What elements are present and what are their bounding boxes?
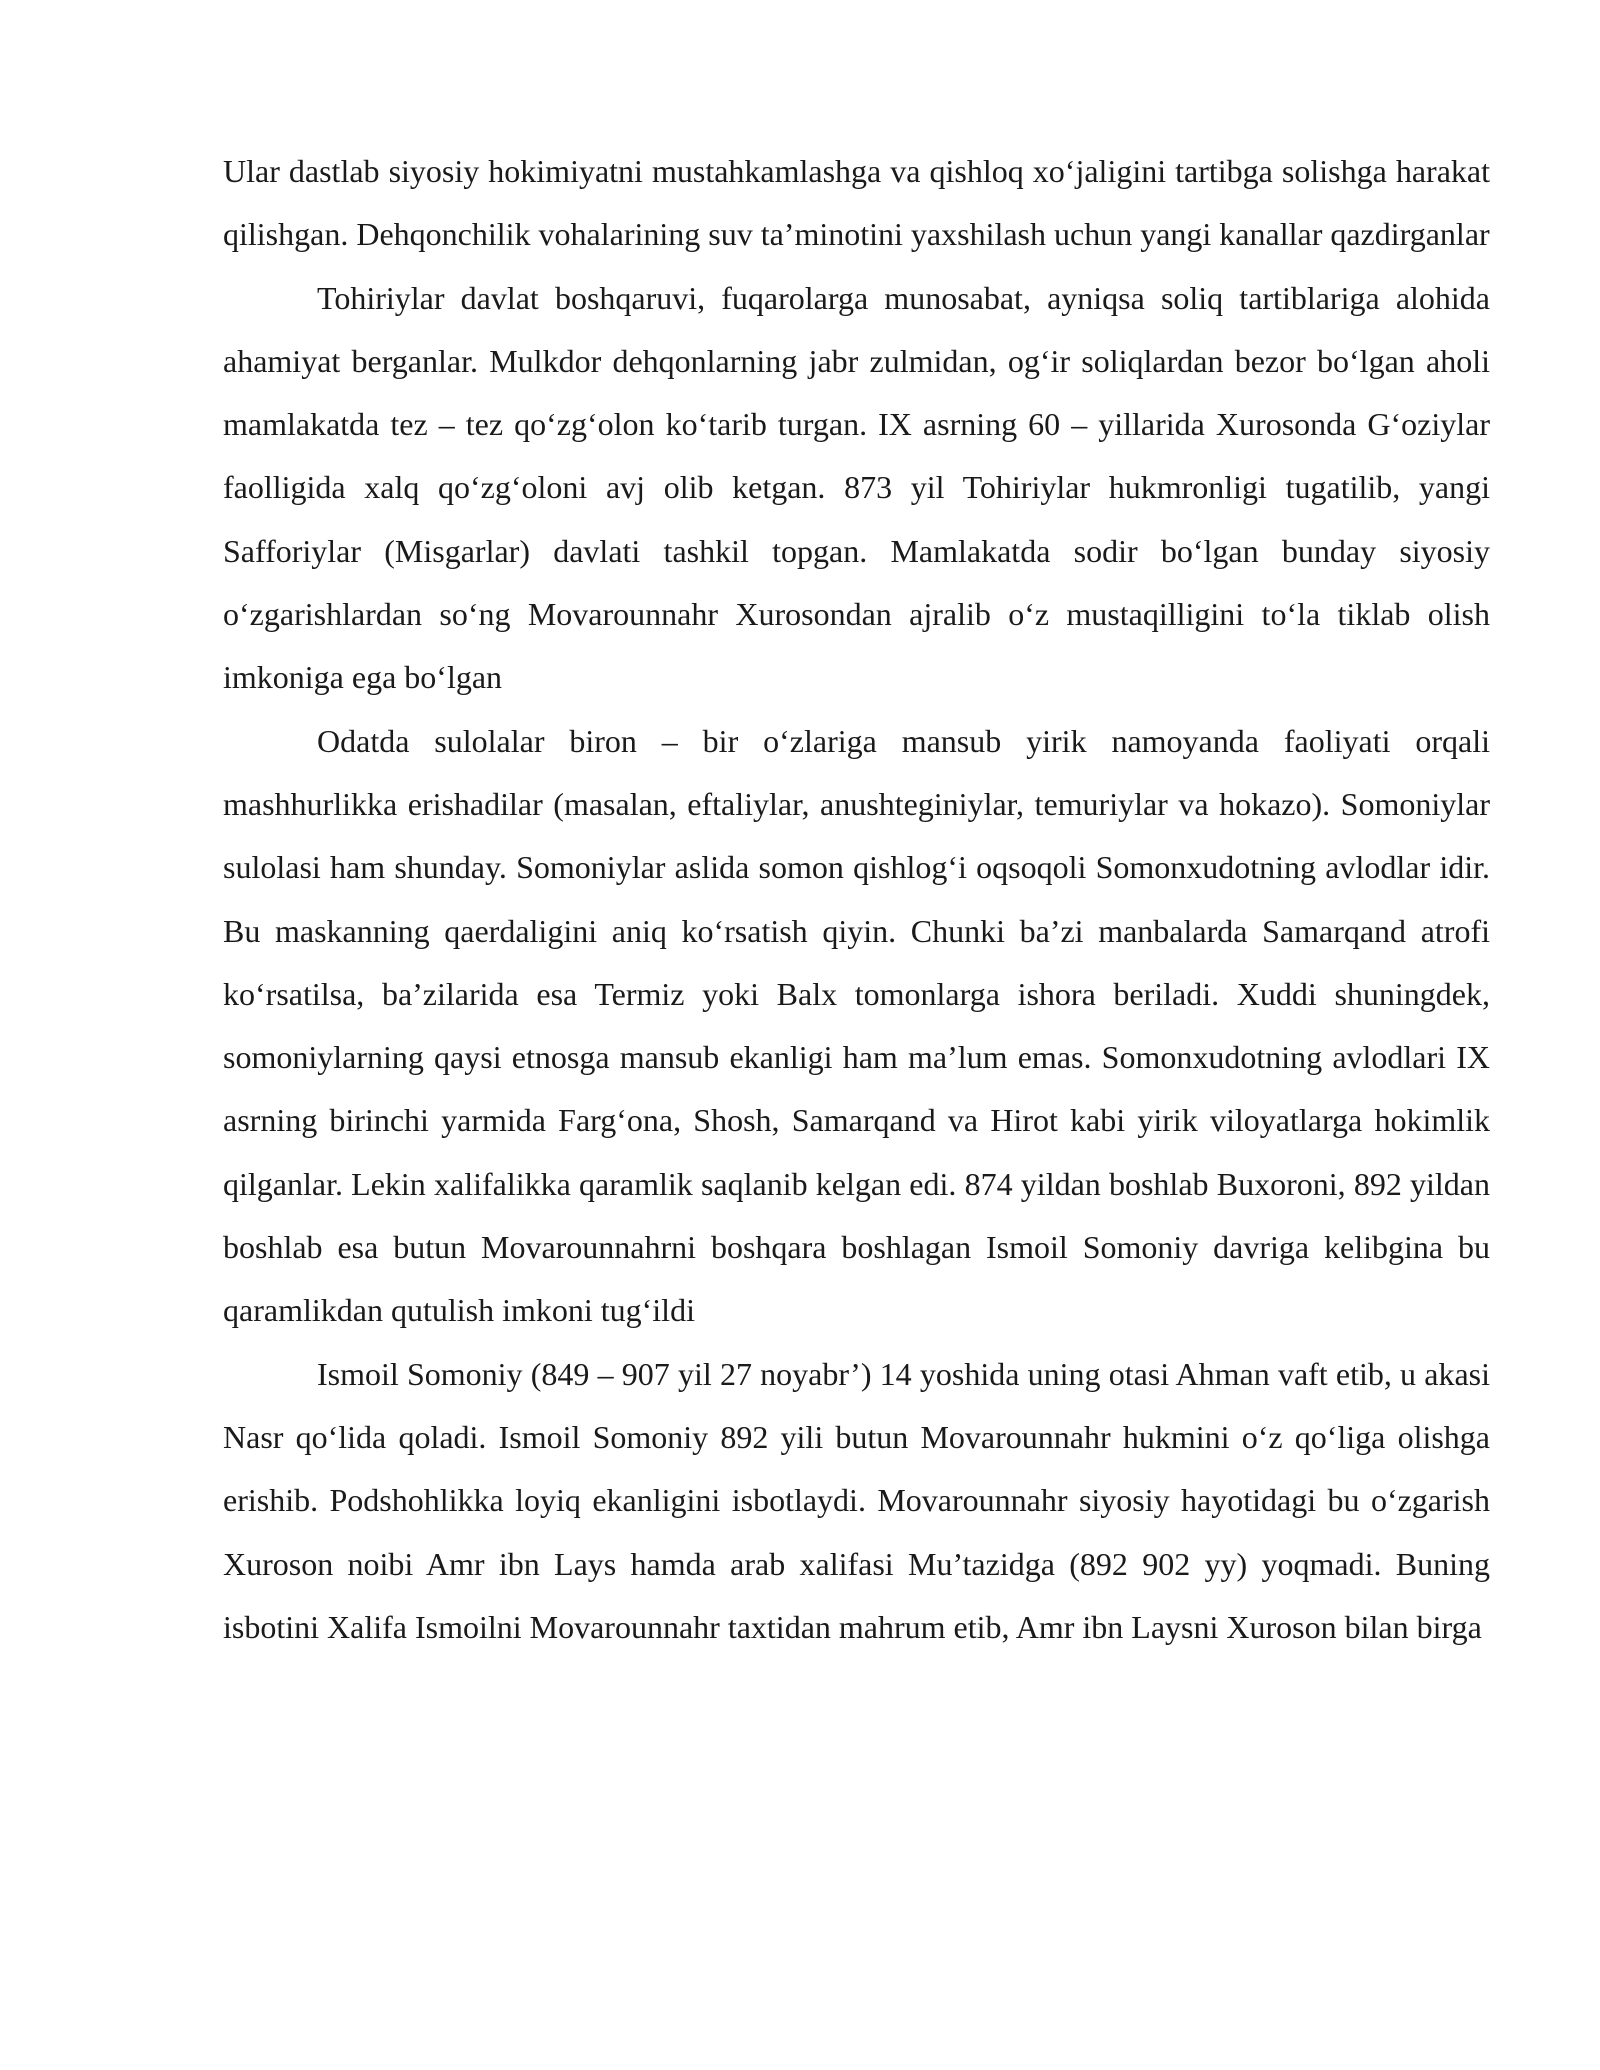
- paragraph-4: Ismoil Somoniy (849 – 907 yil 27 noyabr’) 14 yoshida uning otasi Ahman vaft etib, u akasi Nasr qo‘lida qoladi. Ismoil Somoniy 892 yili butun Movarounnahr hukmini o‘z qo‘liga olishga erishib. Podshohlikka loyiq ekanligini isbotlaydi. Movarounnahr siyosiy hayotidagi bu o‘zgarish Xuroson noibi Amr ibn Lays hamda arab xalifasi Mu’tazidga (892 902 yy) yoqmadi. Buning isbotini Xalifa Ismoilni Movarounnahr taxtidan mahrum etib, Amr ibn Laysni Xuroson bilan birga: [223, 1355, 1490, 1645]
- document-page: [223, 140, 1490, 1659]
- paragraph-1: Ular dastlab siyosiy hokimiyatni mustahkamlashga va qishloq xo‘jaligini tartibga solishga harakat qilishgan. Dehqonchilik vohalarining suv ta’minotini yaxshilash uchun yangi kanallar qazdirganlar: [223, 153, 1490, 253]
- paragraph-3: Odatda sulolalar biron – bir o‘zlariga mansub yirik namoyanda faoliyati orqali mashhurlikka erishadilar (masalan, eftaliylar, anushteginiylar, temuriylar va hokazo). Somoniylar sulolasi ham shunday. Somoniylar aslida somon qishlog‘i oqsoqoli Somonxudotning avlodlar idir. Bu maskanning qaerdaligini aniq ko‘rsatish qiyin. Chunki ba’zi manbalarda Samarqand atrofi ko‘rsatilsa, ba’zilarida esa Termiz yoki Balx tomonlarga ishora beriladi. Xuddi shuningdek, somoniylarning qaysi etnosga mansub ekanligi ham ma’lum emas. Somonxudotning avlodlari IX asrning birinchi yarmida Farg‘ona, Shosh, Samarqand va Hirot kabi yirik viloyatlarga hokimlik qilganlar. Lekin xalifalikka qaramlik saqlanib kelgan edi. 874 yildan boshlab Buxoroni, 892 yildan boshlab esa butun Movarounnahrni boshqara boshlagan Ismoil Somoniy davriga kelibgina bu qaramlikdan qutulish imkoni tug‘ildi: [223, 722, 1490, 1329]
- paragraph-2: Tohiriylar davlat boshqaruvi, fuqarolarga munosabat, ayniqsa soliq tartiblariga alohida ahamiyat berganlar. Mulkdor dehqonlarning jabr zulmidan, og‘ir soliqlardan bezor bo‘lgan aholi mamlakatda tez – tez qo‘zg‘olon ko‘tarib turgan. IX asrning 60 – yillarida Xurosonda G‘oziylar faolligida xalq qo‘zg‘oloni avj olib ketgan. 873 yil Tohiriylar hukmronligi tugatilib, yangi Safforiylar (Misgarlar) davlati tashkil topgan. Mamlakatda sodir bo‘lgan bunday siyosiy o‘zgarishlardan so‘ng Movarounnahr Xurosondan ajralib o‘z mustaqilligini to‘la tiklab olish imkoniga ega bo‘lgan: [223, 279, 1490, 696]
